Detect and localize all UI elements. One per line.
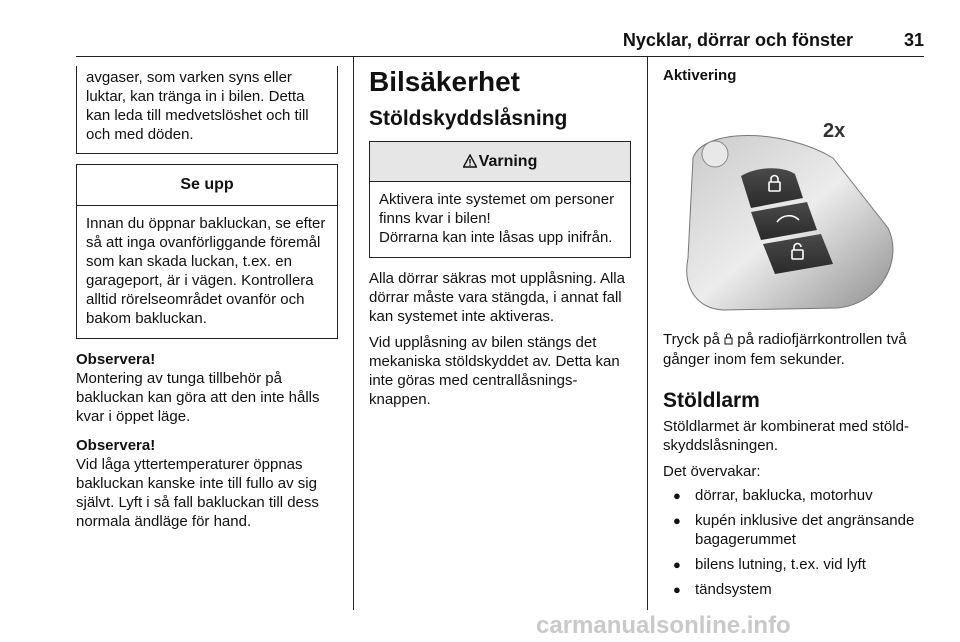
monitored-list	[663, 486, 927, 599]
caution-title: Se upp	[77, 165, 337, 206]
note-1	[76, 350, 338, 426]
column-divider-2	[647, 56, 648, 610]
alarm-paragraph: Stöldlarmet är kombinerat med stöld-skyddslåsningen.	[663, 418, 909, 454]
key-fob-illustration	[663, 98, 925, 314]
column-left	[76, 66, 338, 531]
list-item: ● dörrar, baklucka, motorhuv	[663, 486, 927, 505]
note-2	[76, 436, 338, 531]
warning-title-bar	[370, 142, 630, 182]
activation-instruction-end: på radiofjärrkontrollen två gånger inom fem sekunder.	[663, 331, 907, 368]
note-1-label: Observera!	[76, 351, 156, 368]
alarm-heading: Stöldlarm	[663, 389, 760, 412]
watermark: carmanualsonline.info	[536, 612, 791, 639]
list-item: ● bilens lutning, t.ex. vid lyft	[663, 555, 927, 574]
activation-instruction-start: Tryck på	[663, 331, 720, 348]
lock-icon	[724, 331, 733, 350]
activation-instruction	[663, 330, 927, 369]
continued-warning-text: avgaser, som varken syns eller luktar, kan tränga in i bilen. Detta kan leda till medvetslöshet och till och med döden.	[86, 69, 309, 143]
key-fob-icon	[663, 98, 925, 314]
warning-box	[369, 141, 631, 258]
activation-heading: Aktivering	[663, 67, 737, 84]
subsection-heading: Stöldskyddslåsning	[369, 107, 568, 130]
note-1-text: Montering av tunga tillbehör på bakluckan kan göra att den inte hålls kvar i öppet läge.	[76, 370, 320, 425]
column-right	[663, 66, 927, 605]
section-heading: Bilsäkerhet	[369, 66, 520, 97]
caution-box	[76, 164, 338, 339]
warning-title: Varning	[478, 153, 538, 170]
paragraph-2: Vid upplåsning av bilen stängs det mekaniska stöldskyddet av. Detta kan inte göras med centrallåsnings-knappen.	[369, 334, 620, 408]
note-2-text: Vid låga yttertemperaturer öppnas bakluckan kanske inte till fullo av sig självt. Lyft i så fall bakluckan till dess normala ändläge för hand.	[76, 456, 319, 530]
note-2-label: Observera!	[76, 437, 156, 454]
caution-body: Innan du öppnar bakluckan, se efter så att inga ovanförliggande föremål som kan skada luckan, t.ex. en garageport, är i vägen. Kontrollera alltid rörelseområdet ovanför och bakom bakluckan.	[86, 215, 326, 327]
paragraph-1: Alla dörrar säkras mot upplåsning. Alla dörrar måste vara stängda, i annat fall kan systemet inte aktiveras.	[369, 270, 625, 325]
header-rule	[76, 56, 924, 57]
list-item: ● kupén inklusive det angränsande bagagerummet	[663, 511, 927, 549]
column-middle	[369, 66, 631, 409]
continued-warning-box	[76, 66, 338, 154]
press-count-label: 2x	[823, 120, 846, 142]
page-number: 31	[903, 30, 924, 50]
warning-text-1: Aktivera inte systemet om personer finns kvar i bilen!	[379, 191, 615, 227]
column-divider-1	[353, 56, 354, 610]
list-item: ● tändsystem	[663, 580, 927, 599]
header-title: Nycklar, dörrar och fönster	[622, 30, 853, 50]
warning-text-2: Dörrarna kan inte låsas upp inifrån.	[379, 229, 613, 246]
monitors-intro: Det övervakar:	[663, 463, 761, 480]
warning-body	[370, 182, 630, 257]
warning-triangle-icon	[463, 154, 477, 173]
